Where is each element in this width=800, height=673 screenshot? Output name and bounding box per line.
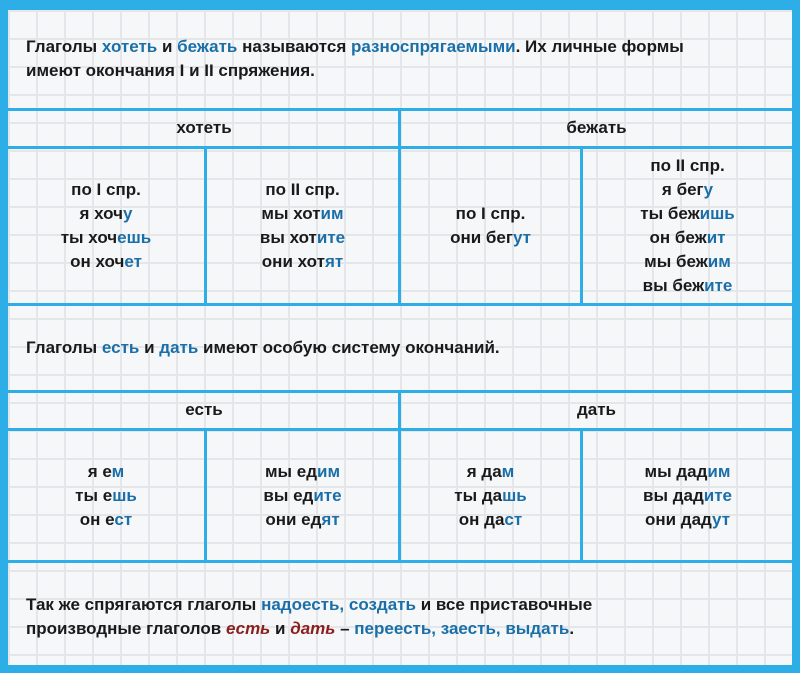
intro-line-1: Глаголы хотеть и бежать называются разноспрягаемыми. Их личные формы [26,37,684,56]
word-ending: им [317,461,341,481]
word-stem: они бег [450,228,513,247]
table2-cell [401,431,580,560]
word-stem: вы дад [643,485,704,505]
conjugation-form [75,484,137,508]
conjugation-form [645,508,730,532]
word-stem: он е [79,509,115,529]
conjugation-form [265,508,339,532]
conjugation-form [650,226,726,250]
conjugation-form [61,226,152,250]
table1-cell [8,149,204,303]
term-raznospryagaemye: разноспрягаемыми [350,37,516,56]
table2-header-dat: дать [576,400,617,419]
word-stem: вы беж [642,276,705,295]
word-stem: вы хот [259,228,317,247]
conjugation-form [265,178,339,202]
word-ending: ят [321,509,340,529]
table2-cell [8,431,204,560]
conjugation-form [263,484,341,508]
verbs-nadoest-sozdat: надоесть, создать [261,595,416,614]
word-stem: они ед [265,509,322,529]
conjugation-form [662,178,713,202]
word-stem: они хот [261,252,325,271]
table2-cell [207,431,398,560]
word-ending: ет [124,252,142,271]
table1-header-bezhat: бежать [566,118,627,137]
conjugation-form [80,508,132,532]
word-stem: ты да [454,485,503,505]
word-stem: вы ед [263,485,314,505]
intro-line-2: имеют окончания I и II спряжения. [26,61,315,80]
middle-paragraph: Глаголы есть и дать имеют особую систему окончаний. [26,338,500,357]
conjugation-form [261,202,343,226]
word-ending: ст [504,509,523,529]
conjugation-form [644,250,731,274]
conjugation-form [265,460,340,484]
table1-cell [583,149,792,303]
table1-cell [207,149,398,303]
conjugation-form [80,202,133,226]
word-stem: мы хот [261,204,321,223]
word-stem: я да [466,461,502,481]
word-ending: ит [706,228,726,247]
word-ending: м [501,461,515,481]
word-ending: ите [704,276,733,295]
footer-paragraph [26,593,786,641]
table2-cell [583,431,792,560]
verb-hotet: хотеть [101,37,158,56]
conjugation-form [71,178,141,202]
conjugation-form [640,202,734,226]
conjugation-form [650,154,724,178]
word-ending: у [123,204,133,223]
verb-dat-italic: дать [290,619,336,638]
derived-verbs: переесть, заесть, выдать [354,619,570,638]
conjugation-form [450,226,531,250]
conjugation-form [88,460,124,484]
verb-est-italic: есть [225,619,271,638]
word-ending: у [703,180,714,199]
footer-line-1: Так же спрягаются глаголы надоесть, создать и все приставочные [26,595,593,614]
verb-est: есть [101,338,140,357]
table2-header-est: есть [185,400,223,419]
word-stem: по I спр. [455,204,526,223]
word-stem: он беж [649,228,707,247]
verb-bezhat: бежать [177,37,238,56]
word-stem: по II спр. [265,180,340,199]
conjugation-form [643,274,733,298]
word-ending: ут [712,509,731,529]
word-stem: он да [458,509,505,529]
word-stem: ты беж [640,204,700,223]
word-ending: шь [112,485,137,505]
conjugation-form [262,250,343,274]
word-stem: он хоч [70,252,125,271]
word-ending: ят [324,252,344,271]
conjugation-form [643,484,732,508]
conjugation-form [260,226,345,250]
conjugation-form [459,508,522,532]
word-ending: ите [703,485,732,505]
word-ending: ишь [699,204,735,223]
conjugation-form [454,484,526,508]
word-stem: я хоч [79,204,124,223]
word-ending: ешь [117,228,152,247]
word-stem: они дад [644,509,713,529]
conjugation-form [456,202,526,226]
word-ending: им [707,252,731,271]
word-stem: мы дад [644,461,708,481]
word-ending: им [320,204,344,223]
word-stem: ты хоч [60,228,118,247]
table1-header-hotet: хотеть [176,118,232,137]
word-stem: по I спр. [71,180,141,199]
word-stem: мы ед [264,461,318,481]
word-stem: мы беж [644,252,708,271]
intro-paragraph [26,35,786,83]
word-ending: ите [313,485,342,505]
word-stem: ты е [75,485,113,505]
word-stem: я бег [661,180,704,199]
word-ending: им [707,461,731,481]
verb-dat: дать [159,338,199,357]
conjugation-form [645,460,731,484]
conjugation-form [467,460,514,484]
word-ending: м [111,461,125,481]
word-ending: ут [512,228,531,247]
word-stem: я е [87,461,112,481]
conjugation-form [70,250,142,274]
word-stem: по II спр. [650,156,725,175]
word-ending: ст [114,509,133,529]
word-ending: ите [316,228,346,247]
word-ending: шь [502,485,527,505]
table1-cell [401,149,580,303]
footer-line-2: производные глаголов есть и дать – переесть, заесть, выдать. [26,619,575,638]
